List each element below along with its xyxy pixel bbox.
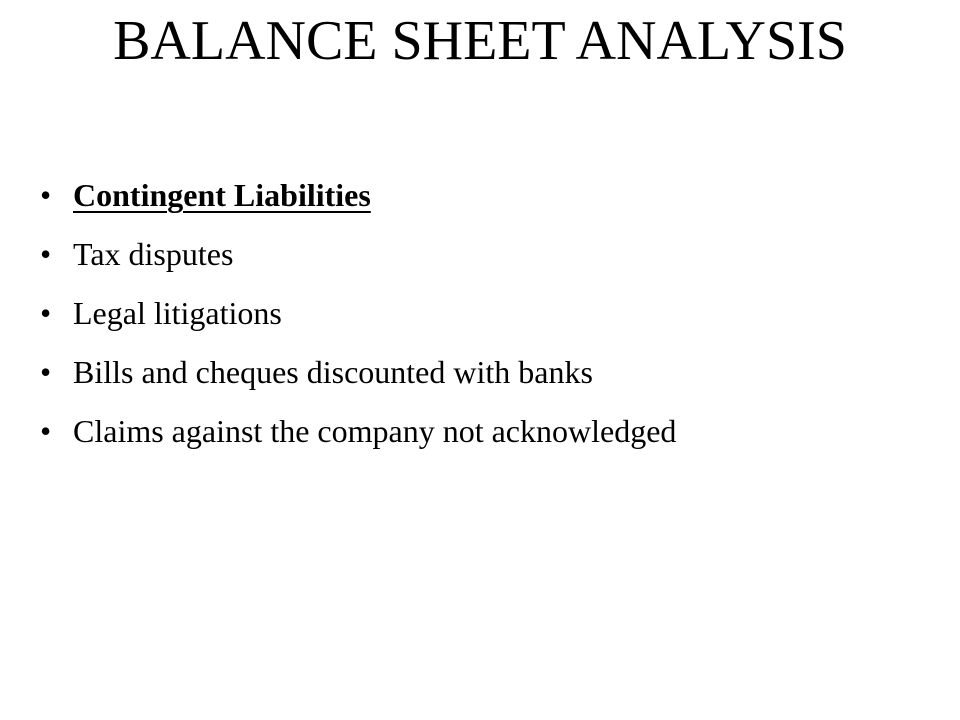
bullet-item-bills-cheques (40, 343, 940, 402)
bullet-list (40, 166, 940, 461)
bullet-text: Legal litigations (73, 295, 282, 331)
bullet-text: Tax disputes (73, 236, 234, 272)
bullet-item-contingent-liabilities (40, 166, 940, 225)
bullet-item-claims (40, 402, 940, 461)
bullet-icon: • (40, 354, 52, 390)
bullet-icon: • (40, 295, 52, 331)
bullet-icon: • (40, 177, 52, 213)
bullet-icon: • (40, 413, 52, 449)
slide-title: BALANCE SHEET ANALYSIS (113, 10, 847, 72)
bullet-text: Bills and cheques discounted with banks (73, 354, 593, 390)
bullet-item-legal-litigations (40, 284, 940, 343)
bullet-icon: • (40, 236, 52, 272)
bullet-heading: Contingent Liabilities (73, 177, 371, 213)
bullet-text: Claims against the company not acknowledged (73, 413, 677, 449)
bullet-item-tax-disputes (40, 225, 940, 284)
